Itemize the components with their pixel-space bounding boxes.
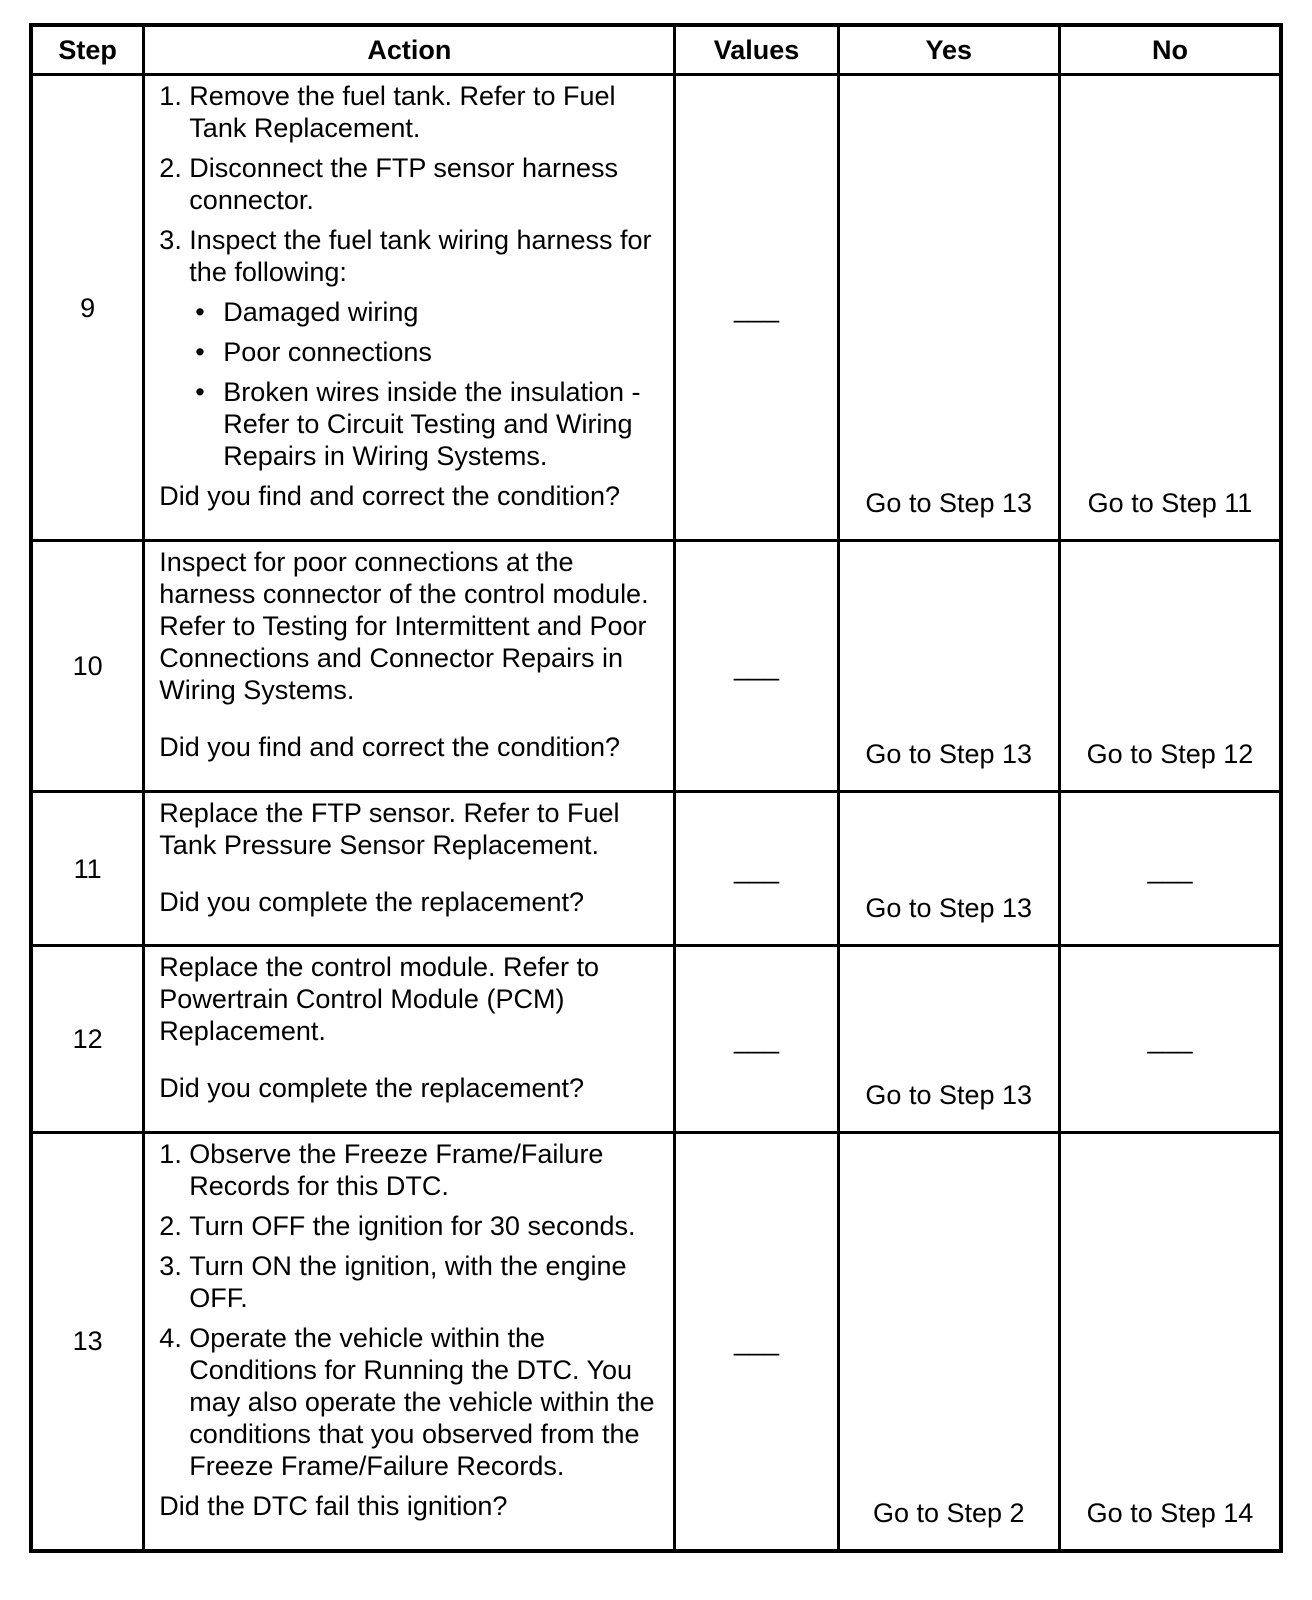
action-text: Replace the FTP sensor. Refer to Fuel Tank Pressure Sensor Replacement. — [159, 798, 620, 860]
step-number: 13 — [31, 1133, 144, 1551]
step-number: 12 — [31, 946, 144, 1133]
list-item: 3. Turn ON the ignition, with the engine OFF. — [159, 1251, 627, 1313]
action-cell — [144, 541, 675, 792]
yes-result: Go to Step 13 — [838, 946, 1059, 1133]
action-text: Inspect for poor connections at the harness connector of the control module. Refer to Testing for Intermittent and Poor Connections and Connector Repairs in Wiring Systems. — [159, 547, 649, 705]
table-row — [31, 792, 1281, 946]
step-number: 9 — [31, 75, 144, 541]
values-cell: ___ — [675, 1133, 838, 1551]
instruction-list — [159, 1138, 661, 1482]
list-item: 1. Remove the fuel tank. Refer to Fuel Tank Replacement. — [159, 81, 616, 143]
yes-result: Go to Step 13 — [838, 541, 1059, 792]
question-text: Did the DTC fail this ignition? — [159, 1491, 508, 1521]
no-result: Go to Step 11 — [1059, 75, 1281, 541]
header-values: Values — [675, 25, 838, 75]
action-cell — [144, 946, 675, 1133]
values-cell: ___ — [675, 946, 838, 1133]
action-cell — [144, 792, 675, 946]
list-item: 2. Turn OFF the ignition for 30 seconds. — [159, 1211, 636, 1241]
step-number: 11 — [31, 792, 144, 946]
list-item: 2. Disconnect the FTP sensor harness connector. — [159, 153, 619, 215]
no-result: ___ — [1059, 792, 1281, 946]
action-text: Replace the control module. Refer to Powertrain Control Module (PCM) Replacement. — [159, 952, 600, 1046]
values-cell: ___ — [675, 792, 838, 946]
header-yes: Yes — [838, 25, 1059, 75]
bullet-list — [159, 296, 661, 472]
yes-result: Go to Step 13 — [838, 75, 1059, 541]
no-result: Go to Step 14 — [1059, 1133, 1281, 1551]
question-text: Did you find and correct the condition? — [159, 732, 621, 762]
table-row — [31, 541, 1281, 792]
header-row — [31, 25, 1281, 75]
table-row — [31, 1133, 1281, 1551]
table-row — [31, 946, 1281, 1133]
yes-result: Go to Step 13 — [838, 792, 1059, 946]
list-item: • Poor connections — [195, 337, 432, 367]
list-item: • Damaged wiring — [195, 297, 419, 327]
diagnostic-table — [29, 23, 1283, 1553]
question-text: Did you find and correct the condition? — [159, 481, 621, 511]
action-cell — [144, 75, 675, 541]
list-item: 4. Operate the vehicle within the Conditions for Running the DTC. You may also operate the vehicle within the conditions that you observed from the Freeze Frame/Failure Records. — [159, 1323, 655, 1481]
list-item: 3. Inspect the fuel tank wiring harness for the following: — [159, 225, 652, 287]
header-no: No — [1059, 25, 1281, 75]
header-step: Step — [31, 25, 144, 75]
step-number: 10 — [31, 541, 144, 792]
list-item: • Broken wires inside the insulation - Refer to Circuit Testing and Wiring Repairs in Wiring Systems. — [195, 377, 641, 471]
instruction-list — [159, 80, 661, 288]
yes-result: Go to Step 2 — [838, 1133, 1059, 1551]
question-text: Did you complete the replacement? — [159, 1073, 585, 1103]
no-result: Go to Step 12 — [1059, 541, 1281, 792]
header-action: Action — [144, 25, 675, 75]
list-item: 1. Observe the Freeze Frame/Failure Records for this DTC. — [159, 1139, 604, 1201]
table-row — [31, 75, 1281, 541]
question-text: Did you complete the replacement? — [159, 887, 585, 917]
action-cell — [144, 1133, 675, 1551]
values-cell: ___ — [675, 541, 838, 792]
values-cell: ___ — [675, 75, 838, 541]
no-result: ___ — [1059, 946, 1281, 1133]
